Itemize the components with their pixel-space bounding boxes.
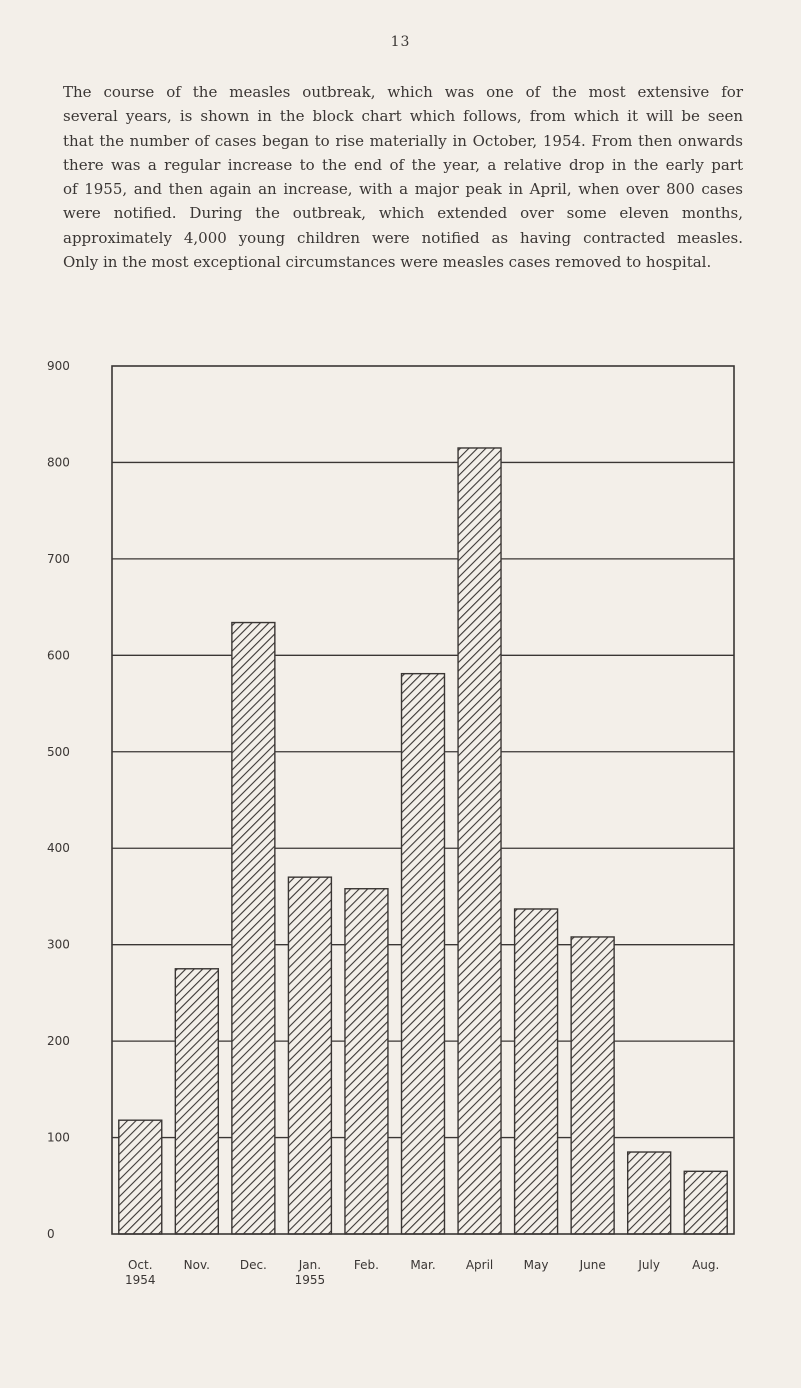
x-axis-labels: [125, 1258, 719, 1287]
y-tick-label: 200: [47, 1034, 70, 1049]
y-tick-label: 0: [47, 1227, 55, 1241]
bar: [628, 1152, 671, 1234]
x-tick-label: April: [465, 1258, 494, 1272]
paragraph-line: The course of the measles outbreak, which was one of the most extensive for: [63, 83, 743, 101]
bar: [232, 623, 275, 1234]
x-tick-label: June: [579, 1258, 606, 1272]
bar: [684, 1171, 727, 1234]
bar: [119, 1120, 162, 1234]
x-tick-label: July: [638, 1258, 660, 1272]
bar: [175, 969, 218, 1234]
page-number: 13: [390, 34, 411, 50]
bars: [119, 448, 727, 1234]
paragraph-line: several years, is shown in the block chart which follows, from which it will be seen: [63, 107, 743, 126]
y-tick-label: 700: [47, 551, 70, 566]
bar: [571, 937, 614, 1234]
y-tick-label: 900: [47, 359, 70, 373]
bar: [288, 877, 331, 1234]
bar: [345, 889, 388, 1234]
x-tick-label: Dec.: [239, 1258, 267, 1272]
y-tick-label: 500: [47, 744, 70, 759]
x-tick-label: May: [523, 1258, 549, 1272]
bar: [515, 909, 558, 1234]
paragraph-line: were notified. During the outbreak, which extended over some eleven months,: [63, 204, 743, 223]
bar: [458, 448, 501, 1234]
x-tick-label: Nov.: [183, 1258, 210, 1272]
y-axis-ticks: [47, 359, 70, 1241]
y-tick-label: 600: [47, 648, 70, 663]
x-tick-label: Feb.: [353, 1258, 379, 1272]
x-tick-label: Aug.: [692, 1258, 720, 1272]
y-tick-label: 800: [47, 455, 70, 470]
y-tick-label: 400: [47, 841, 70, 856]
paragraph-line: there was a regular increase to the end of the year, a relative drop in the early part: [63, 155, 743, 174]
y-tick-label: 100: [47, 1130, 70, 1145]
paragraph-line: that the number of cases began to rise materially in October, 1954. From then onwards: [63, 131, 743, 150]
y-tick-label: 300: [47, 937, 70, 952]
x-tick-label: Mar.: [410, 1258, 436, 1272]
paragraph-line: of 1955, and then again an increase, with a major peak in April, when over 800 cases: [63, 180, 743, 199]
x-tick-label: Jan. 1955: [294, 1258, 326, 1287]
paragraph-line: Only in the most exceptional circumstances were measles cases removed to hospital.: [63, 253, 712, 272]
bar: [402, 674, 445, 1234]
x-tick-label: Oct. 1954: [124, 1258, 156, 1287]
paragraph-line: approximately 4,000 young children were notified as having contracted measles.: [63, 228, 743, 247]
